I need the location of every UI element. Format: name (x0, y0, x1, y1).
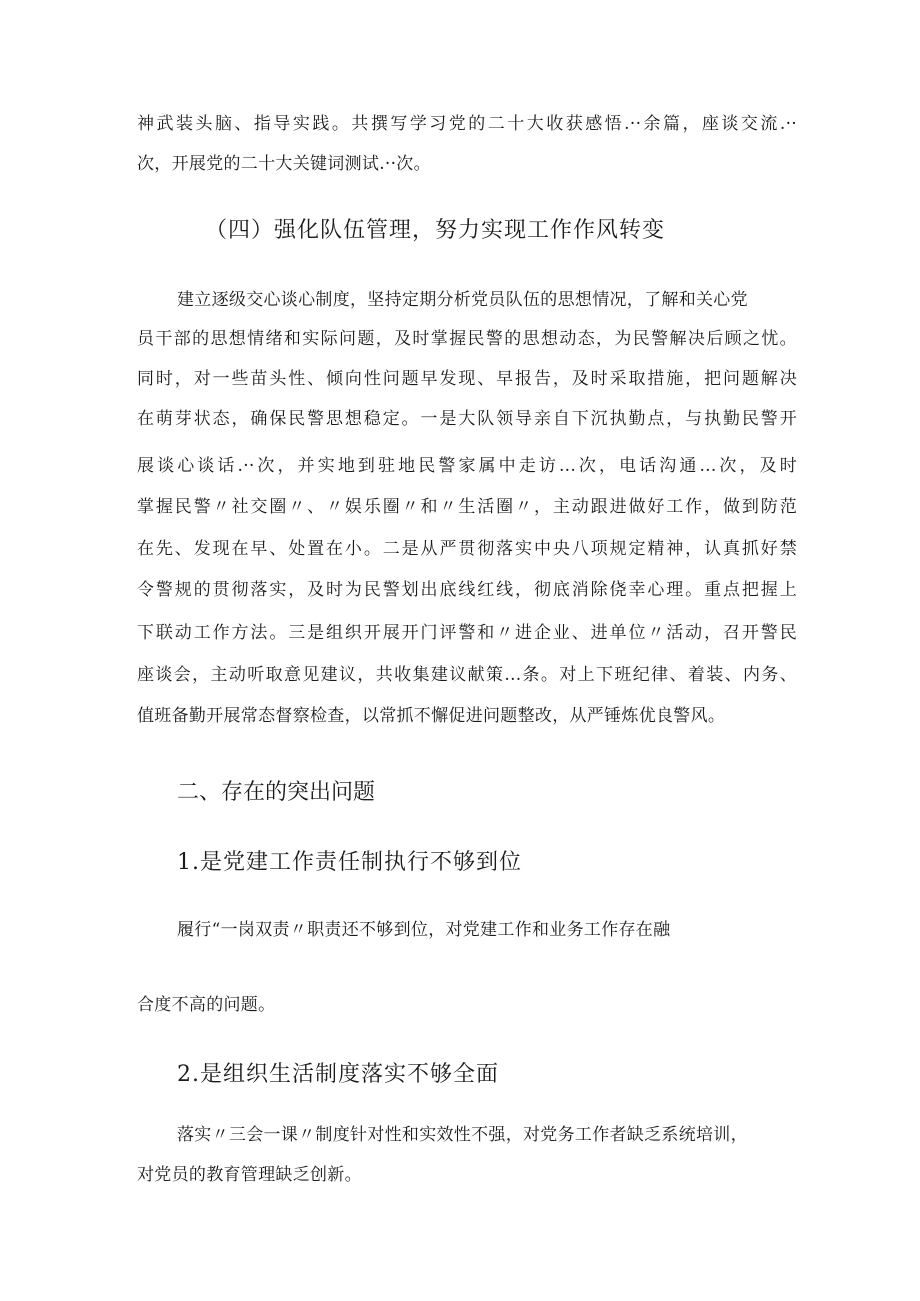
paragraph-line: 同时，对一些苗头性、倾向性问题早发现、早报告，及时采取措施，把问题解决 (137, 369, 797, 389)
problem-heading: 1.是党建工作责任制执行不够到位 (177, 850, 522, 875)
paragraph-line: 在萌芽状态，确保民警思想稳定。一是大队领导亲自下沉执勤点，与执勤民警开 (137, 409, 797, 429)
paragraph-line: 对党员的教育管理缺乏创新。 (137, 1165, 362, 1185)
paragraph-line: 掌握民警〃社交圈〃、〃娱乐圈〃和〃生活圈〃，主动跟进做好工作，做到防范 (137, 497, 797, 517)
paragraph-line: 值班备勤开展常态督察检查，以常抓不懈促进问题整改，从严锤炼优良警风。 (137, 706, 726, 726)
paragraph-line: 神武装头脑、指导实践。共撰写学习党的二十大收获感悟.··余篇，座谈交流.·· (137, 114, 797, 134)
paragraph-line: 履行“一岗双责〃职责还不够到位，对党建工作和业务工作存在融 (177, 920, 671, 940)
section-heading: 二、存在的突出问题 (177, 780, 376, 805)
paragraph-line: 合度不高的问题。 (137, 995, 276, 1015)
problem-heading: 2.是组织生活制度落实不够全面 (177, 1062, 499, 1087)
paragraph-line: 员干部的思想情绪和实际问题，及时掌握民警的思想动态，为民警解决后顾之忧。 (137, 329, 797, 349)
paragraph-line: 下联动工作方法。三是组织开展开门评警和〃进企业、进单位〃活动，召开警民 (137, 623, 797, 643)
paragraph-line: 在先、发现在早、处置在小。二是从严贯彻落实中央八项规定精神，认真抓好禁 (137, 539, 797, 559)
paragraph-line: 次，开展党的二十大关键词测试.··次。 (137, 154, 431, 174)
paragraph-line: 座谈会，主动听取意见建议，共收集建议献策...条。对上下班纪律、着装、内务、 (137, 665, 797, 685)
paragraph-line: 建立逐级交心谈心制度，坚持定期分析党员队伍的思想情况，了解和关心党 (177, 290, 748, 310)
paragraph-line: 落实〃三会一课〃制度针对性和实效性不强，对党务工作者缺乏系统培训， (177, 1125, 748, 1145)
section-heading: （四）强化队伍管理，努力实现工作作风转变 (205, 218, 666, 243)
paragraph-line: 令警规的贯彻落实，及时为民警划出底线红线，彻底消除侥幸心理。重点把握上 (137, 580, 797, 600)
paragraph-line: 展谈心谈话.··次，并实地到驻地民警家属中走访...次，电话沟通...次，及时 (137, 456, 797, 476)
